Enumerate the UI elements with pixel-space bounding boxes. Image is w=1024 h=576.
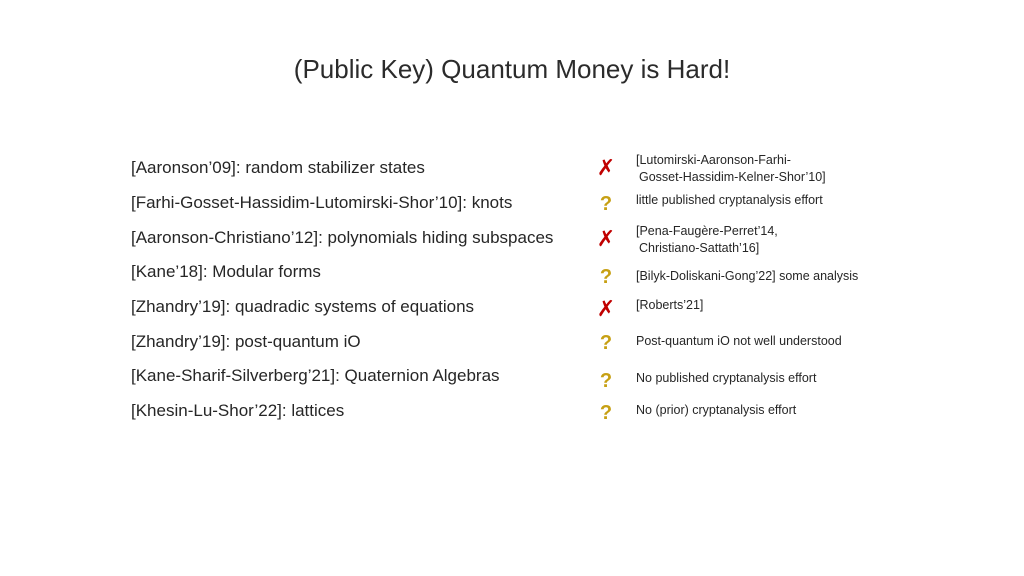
- broken-x-icon: ✗: [596, 155, 616, 180]
- scheme-label-kane-18: [Kane’18]: Modular forms: [131, 262, 321, 281]
- cryptanalysis-note: [636, 268, 858, 285]
- scheme-label-farhi-10: [Farhi-Gosset-Hassidim-Lutomirski-Shor’10]: knots: [131, 193, 513, 212]
- unknown-question-icon: ?: [599, 193, 613, 215]
- cryptanalysis-note: [636, 370, 816, 387]
- broken-x-icon: ✗: [596, 296, 616, 321]
- scheme-label-zhandry-19-io: [Zhandry’19]: post-quantum iO: [131, 332, 361, 351]
- note-line: Gosset-Hassidim-Kelner-Shor’10]: [639, 170, 826, 184]
- note-line: Christiano-Sattath’16]: [639, 241, 760, 255]
- scheme-label-khesin-lu-shor-22: [Khesin-Lu-Shor’22]: lattices: [131, 401, 345, 420]
- scheme-label-kane-sharif-silverberg-21: [Kane-Sharif-Silverberg’21]: Quaternion Algebras: [131, 366, 500, 385]
- cryptanalysis-note: [636, 223, 778, 257]
- note-line: [Roberts’21]: [636, 298, 704, 312]
- cryptanalysis-note: [636, 192, 823, 209]
- note-line: No (prior) cryptanalysis effort: [636, 403, 797, 417]
- note-line: Post-quantum iO not well understood: [636, 334, 842, 348]
- note-line: No published cryptanalysis effort: [636, 371, 817, 385]
- unknown-question-icon: ?: [599, 266, 613, 288]
- cryptanalysis-note: [636, 402, 796, 419]
- scheme-label-zhandry-19-quadratic: [Zhandry’19]: quadradic systems of equations: [131, 297, 475, 316]
- note-line: [Bilyk-Doliskani-Gong’22] some analysis: [636, 269, 859, 283]
- cryptanalysis-note: [636, 333, 842, 350]
- note-line: [Pena-Faugère-Perret’14,: [636, 224, 778, 238]
- unknown-question-icon: ?: [599, 402, 613, 424]
- note-line: little published cryptanalysis effort: [636, 193, 823, 207]
- cryptanalysis-note: [636, 152, 826, 186]
- unknown-question-icon: ?: [599, 370, 613, 392]
- slide-title: (Public Key) Quantum Money is Hard!: [293, 54, 731, 84]
- unknown-question-icon: ?: [599, 332, 613, 354]
- broken-x-icon: ✗: [596, 226, 616, 251]
- scheme-label-aaronson-christiano-12: [Aaronson-Christiano’12]: polynomials hiding subspaces: [131, 228, 554, 247]
- cryptanalysis-note: [636, 297, 703, 314]
- note-line: [Lutomirski-Aaronson-Farhi-: [636, 153, 791, 167]
- scheme-label-aaronson-09: [Aaronson’09]: random stabilizer states: [131, 158, 425, 177]
